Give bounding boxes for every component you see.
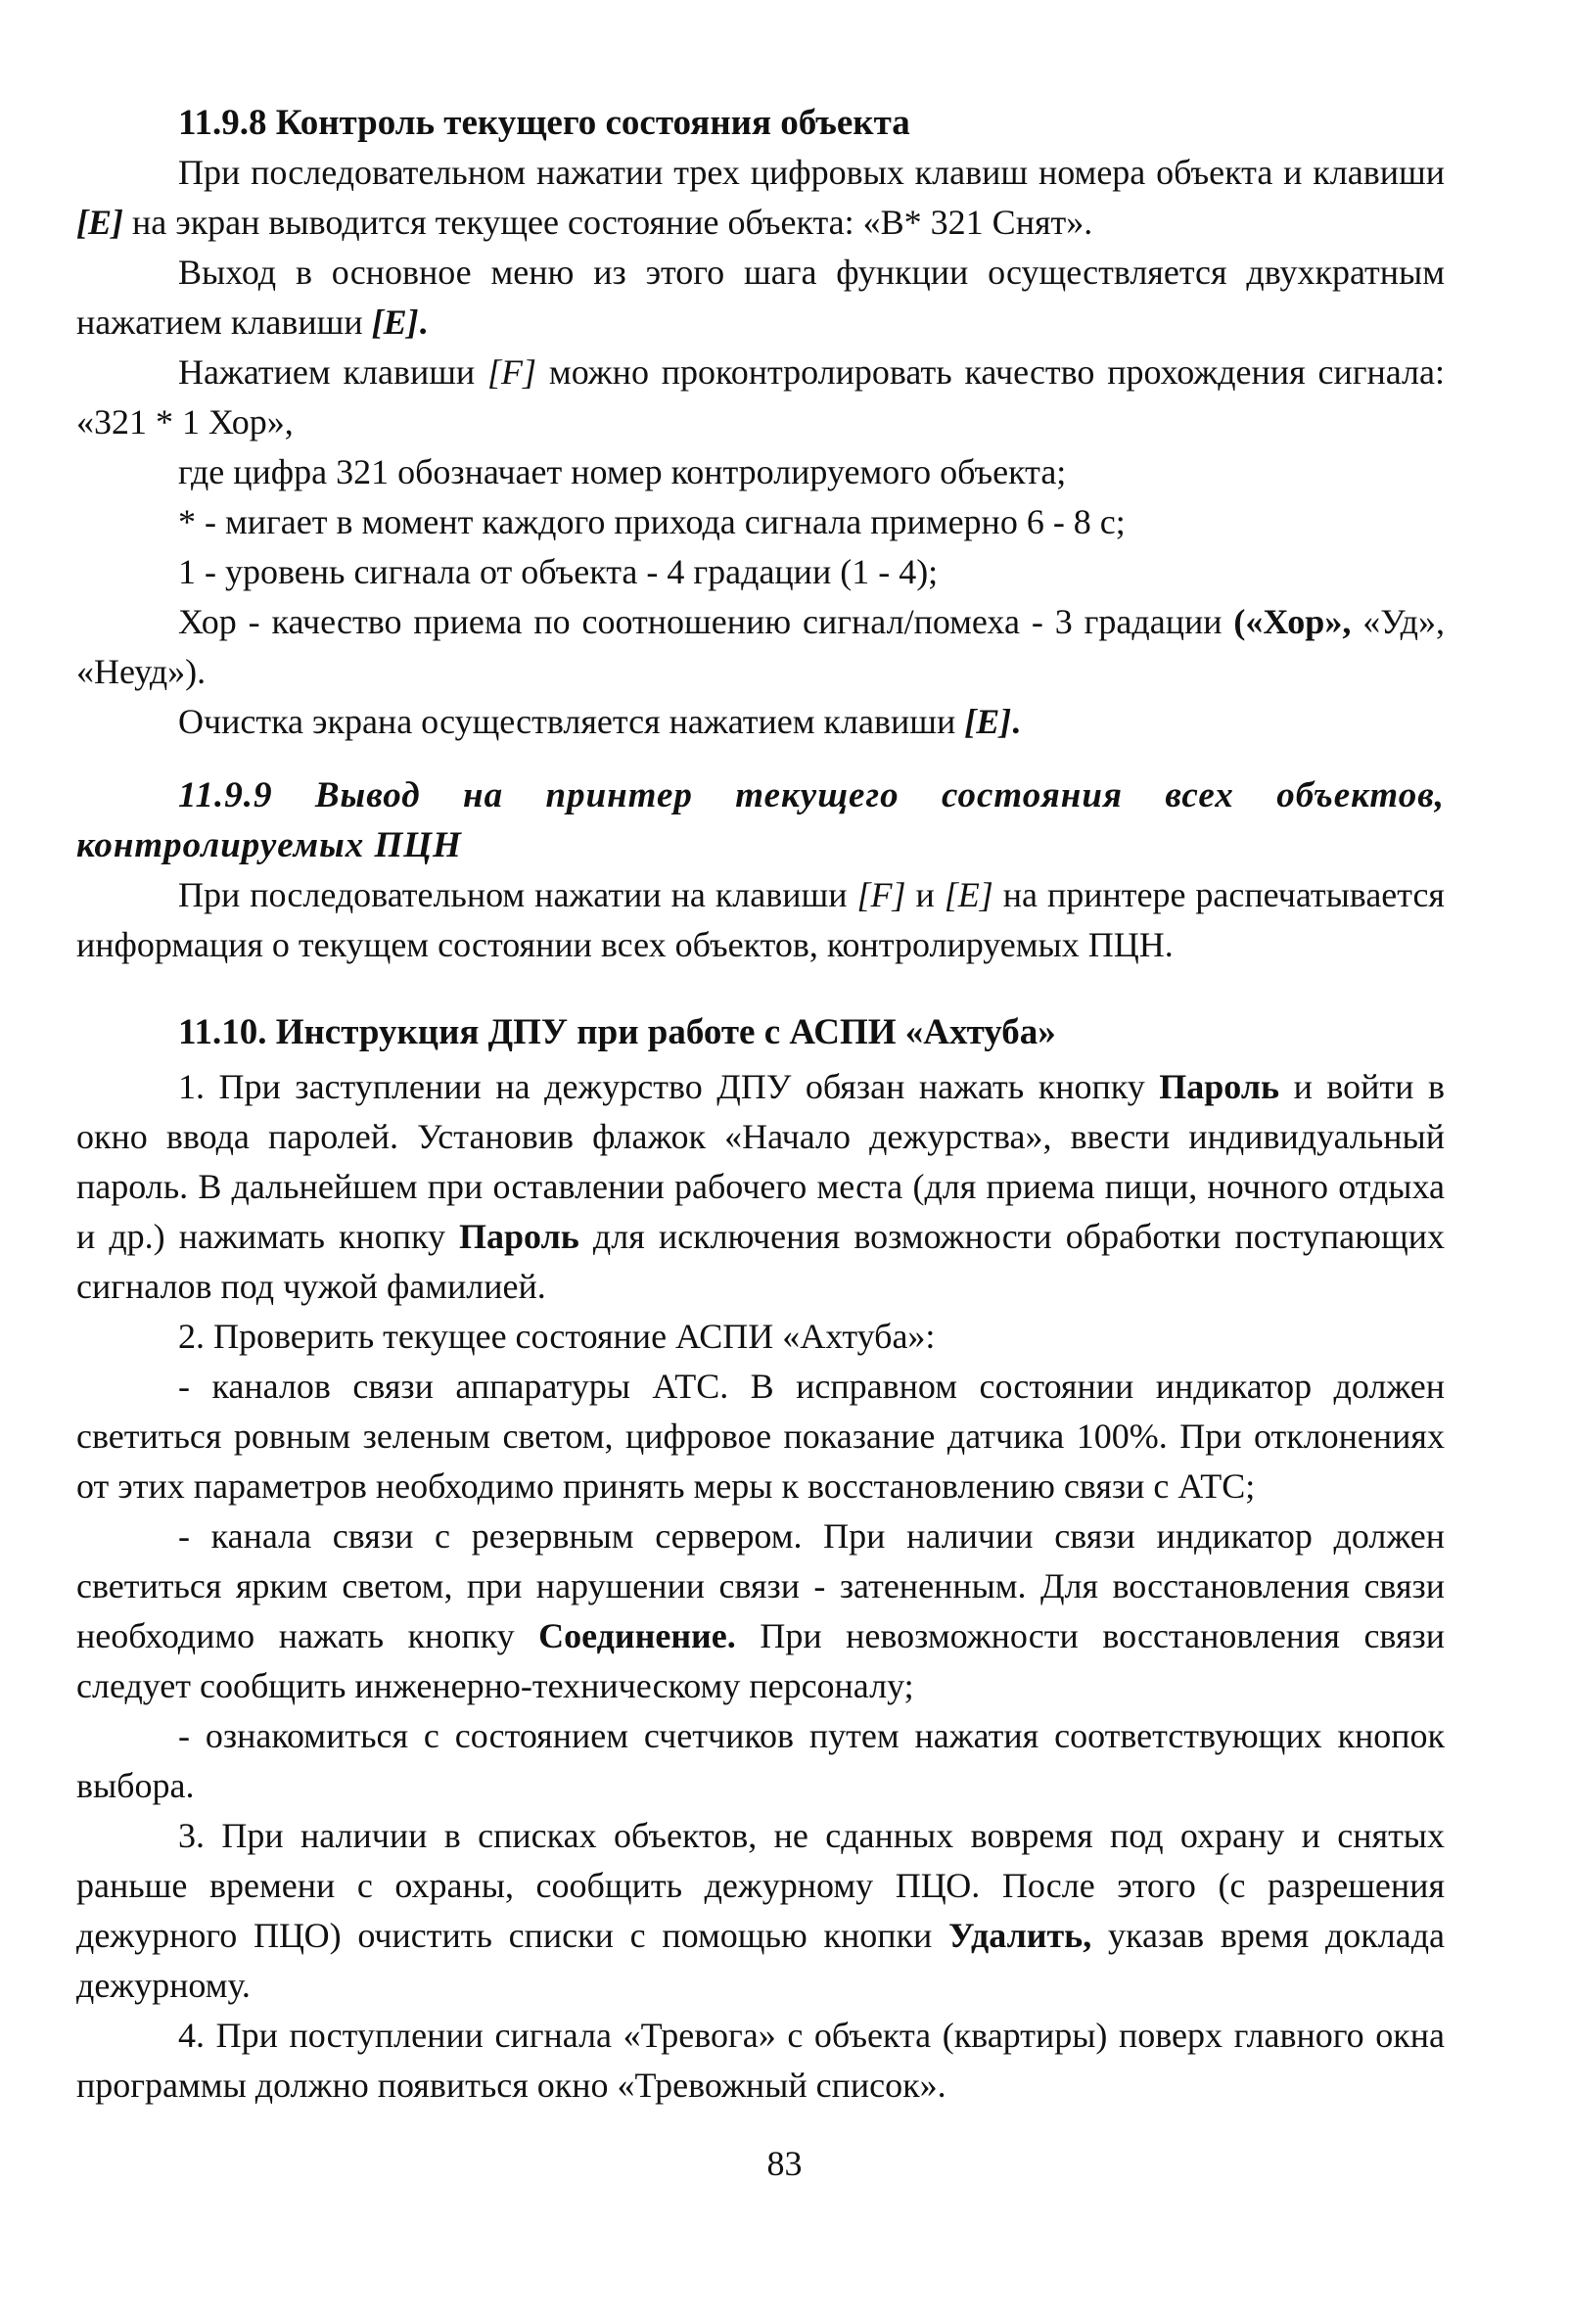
button-name-password: Пароль [459, 1217, 579, 1256]
button-name-connect: Соединение. [538, 1616, 736, 1655]
instruction-item-2-counters: - ознакомиться с состоянием счетчиков путем нажатия соответствующих кнопок выбора. [76, 1716, 1445, 1805]
key-e-label: [E] [944, 875, 993, 914]
paragraph-11-9-8-7: Хор - качество приема по соотношению сигнал/помеха - 3 градации («Хор», «Уд», «Неуд»). [76, 602, 1445, 691]
paragraph-11-9-9-1: При последовательном нажатии на клавиши [F] и [E] на принтере распечатывается информация о текущем состоянии всех объектов, контролируемых ПЦН. [76, 875, 1445, 964]
instruction-item-3: 3. При наличии в списках объектов, не сданных вовремя под охрану и снятых раньше времени с охраны, сообщить дежурному ПЦО. После этого (с разрешения дежурного ПЦО) очистить списки с помощью кнопки Удалить, указав время доклада дежурному. [76, 1816, 1445, 2005]
paragraph-11-9-8-4: где цифра 321 обозначает номер контролируемого объекта; [178, 452, 1067, 491]
paragraph-11-9-8-2: Выход в основное меню из этого шага функции осуществляется двухкратным нажатием клавиши [E]. [76, 253, 1445, 342]
heading-11-10: 11.10. Инструкция ДПУ при работе с АСПИ «Ахтуба» [178, 1012, 1056, 1052]
heading-11-9-9: 11.9.9 Вывод на принтер текущего состояния всех объектов, контролируемых ПЦН [76, 775, 1445, 865]
paragraph-11-9-8-8: Очистка экрана осуществляется нажатием клавиши [E]. [178, 702, 1021, 741]
button-name-password: Пароль [1159, 1067, 1280, 1106]
instruction-item-2-ats-channels: - каналов связи аппаратуры АТС. В исправном состоянии индикатор должен светиться ровным зеленым светом, цифровое показание датчика 100%. При отклонениях от этих параметров необходимо принять меры к восстановлению связи с АТС; [76, 1367, 1445, 1506]
heading-11-9-8: 11.9.8 Контроль текущего состояния объекта [178, 103, 910, 143]
key-e-label: [E] [371, 302, 419, 342]
paragraph-11-9-8-6: 1 - уровень сигнала от объекта - 4 градации (1 - 4); [178, 552, 939, 591]
instruction-item-1: 1. При заступлении на дежурство ДПУ обязан нажать кнопку Пароль и войти в окно ввода паролей. Установив флажок «Начало дежурства», ввести индивидуальный пароль. В дальнейшем при оставлении рабочего места (для приема пищи, ночного отдыха и др.) нажимать кнопку Пароль для исключения возможности обработки поступающих сигналов под чужой фамилией. [76, 1067, 1445, 1306]
paragraph-11-9-8-5: * - мигает в момент каждого прихода сигнала примерно 6 - 8 с; [178, 502, 1126, 541]
button-name-delete: Удалить, [948, 1916, 1092, 1955]
paragraph-11-9-8-3: Нажатием клавиши [F] можно проконтролировать качество прохождения сигнала: «321 * 1 Хор», [76, 352, 1445, 442]
instruction-item-2: 2. Проверить текущее состояние АСПИ «Ахтуба»: [178, 1317, 936, 1356]
paragraph-11-9-8-1: При последовательном нажатии трех цифровых клавиш номера объекта и клавиши [E] на экран выводится текущее состояние объекта: «В* 321 Снят». [76, 153, 1445, 242]
page-number: 83 [766, 2144, 803, 2183]
key-e-label: [E] [76, 203, 123, 242]
document-page [76, 98, 1445, 2111]
key-e-label: [E] [964, 702, 1012, 741]
key-f-label: [F] [856, 875, 906, 914]
key-f-label: [F] [487, 352, 537, 392]
instruction-item-2-reserve-server: - канала связи с резервным сервером. При наличии связи индикатор должен светиться ярким светом, при нарушении связи - затененным. Для восстановления связи необходимо нажать кнопку Соединение. При невозможности восстановления связи следует сообщить инженерно-техническому персоналу; [76, 1516, 1445, 1705]
instruction-item-4: 4. При поступлении сигнала «Тревога» с объекта (квартиры) поверх главного окна программы должно появиться окно «Тревожный список». [76, 2016, 1445, 2105]
